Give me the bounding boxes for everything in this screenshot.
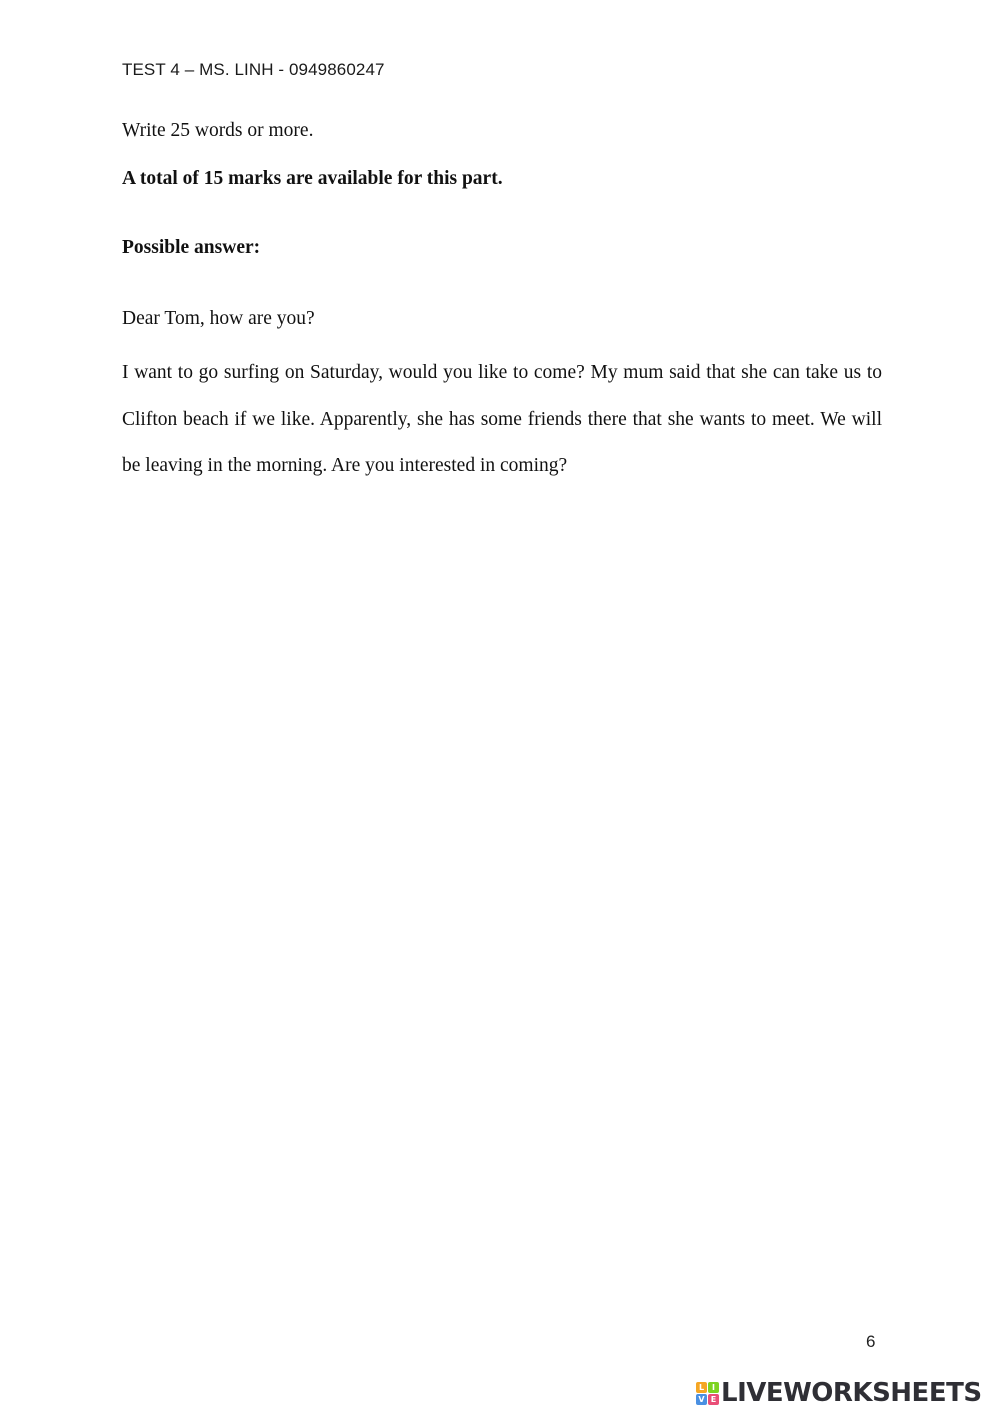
document-header: TEST 4 – MS. LINH - 0949860247 [122,60,385,79]
logo-tile: E [708,1394,719,1405]
logo-tile: V [696,1394,707,1405]
letter-greeting: Dear Tom, how are you? [122,308,315,329]
letter-body: I want to go surfing on Saturday, would you like to come? My mum said that she can take us to Clifton beach if we like. Apparently, she has some friends there that she wants to meet. We will be leaving in the morning. Are you interested in coming? [122,362,882,476]
logo-text: LIVEWORKSHEETS [721,1378,982,1408]
task-instruction: Write 25 words or more. [122,120,314,141]
liveworksheets-logo [696,1376,982,1410]
logo-icon [696,1382,719,1405]
possible-answer-heading: Possible answer: [122,237,261,258]
logo-tile: I [708,1382,719,1393]
marks-note: A total of 15 marks are available for this part. [122,168,503,189]
page-number: 6 [866,1332,876,1351]
logo-tile: L [696,1382,707,1393]
